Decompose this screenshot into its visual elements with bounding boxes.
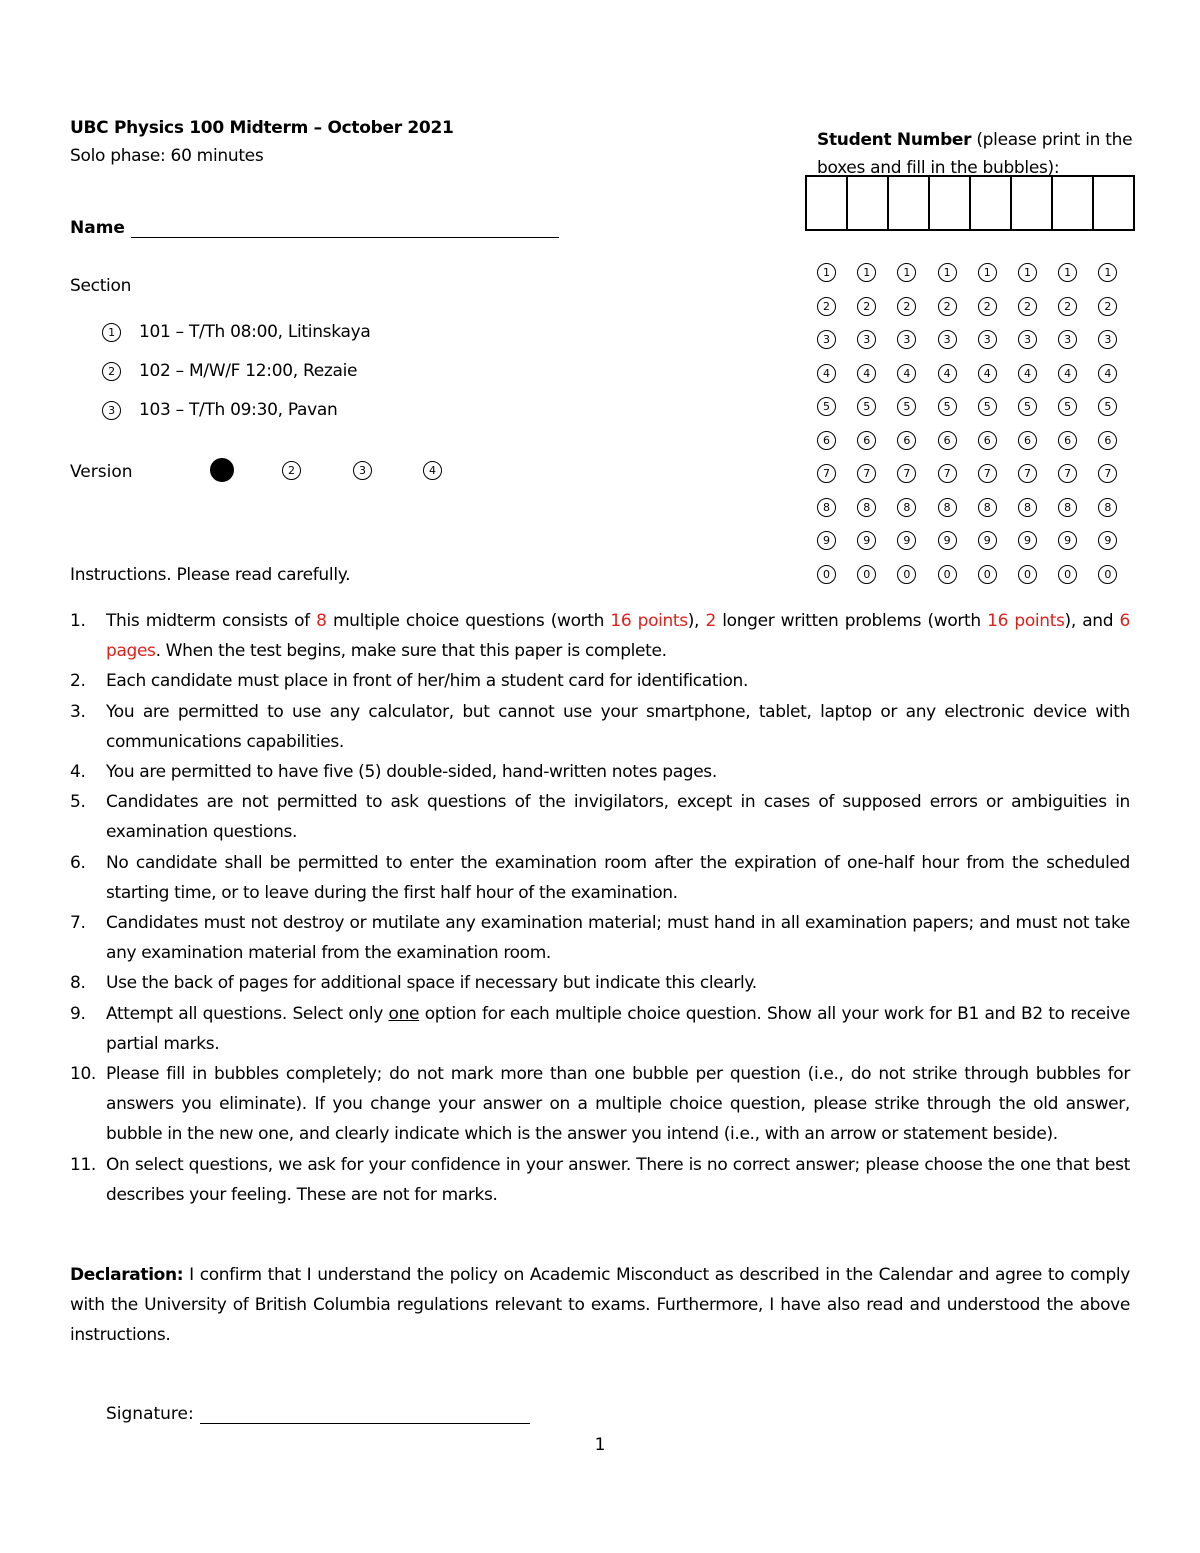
student-number-bubble[interactable]: 1 (817, 263, 836, 282)
name-field[interactable] (131, 219, 559, 238)
instruction-fragment: ), (687, 611, 706, 631)
version-bubble[interactable]: 4 (423, 461, 442, 480)
instruction-fragment: option for each multiple choice question. Show all your work for B1 and B2 to receive partial marks. (106, 1003, 1130, 1054)
instruction-text (106, 606, 1130, 666)
student-number-box[interactable] (971, 177, 1012, 229)
student-number-digit-row (817, 490, 1139, 524)
instruction-fragment: Each candidate must place in front of her/him a student card for identification. (106, 671, 749, 692)
student-number-digit-row (817, 557, 1139, 591)
student-number-bubble[interactable]: 0 (978, 565, 997, 584)
section-option-label: 101 – T/Th 08:00, Litinskaya (139, 322, 371, 342)
student-number-bubble[interactable]: 3 (1058, 330, 1077, 349)
student-number-bubble[interactable]: 8 (857, 498, 876, 517)
instruction-item (70, 999, 1130, 1059)
section-option-label: 103 – T/Th 09:30, Pavan (139, 400, 338, 420)
student-number-bubble[interactable]: 0 (1018, 565, 1037, 584)
student-number-bubble[interactable]: 3 (938, 330, 957, 349)
student-number-bubble[interactable]: 7 (1018, 464, 1037, 483)
student-number-boxes (805, 175, 1135, 231)
student-number-bubble[interactable]: 7 (978, 464, 997, 483)
instruction-number: 2. (70, 671, 86, 692)
instruction-item (70, 968, 1130, 998)
instruction-text (106, 999, 1130, 1059)
student-number-bubble[interactable]: 9 (1018, 531, 1037, 550)
instruction-text (106, 968, 1130, 998)
instruction-number: 7. (70, 913, 86, 934)
student-number-bubble[interactable]: 5 (857, 397, 876, 416)
student-number-bubble[interactable]: 4 (978, 364, 997, 383)
student-number-bubble[interactable]: 8 (817, 498, 836, 517)
instruction-item (70, 908, 1130, 968)
section-bubble[interactable]: 2 (102, 362, 121, 381)
instruction-text (106, 848, 1130, 908)
student-number-bubble[interactable]: 7 (857, 464, 876, 483)
instruction-text (106, 908, 1130, 968)
instruction-emphasis: one (388, 1003, 420, 1024)
instruction-item (70, 848, 1130, 908)
instructions-list (70, 606, 1130, 1210)
instruction-number: 8. (70, 973, 86, 994)
instruction-item (70, 606, 1130, 666)
student-number-digit-row (817, 456, 1139, 490)
name-row (70, 218, 559, 238)
declaration-text: I confirm that I understand the policy on Academic Misconduct as described in the Calendar and agree to comply with the University of British Columbia regulations relevant to exams. Furthermore, I have also read and understood the above instructions. (70, 1265, 1130, 1346)
student-number-bubble[interactable]: 2 (1058, 297, 1077, 316)
instruction-number: 11. (70, 1154, 96, 1175)
student-number-bubble[interactable]: 0 (897, 565, 916, 584)
student-number-bubble[interactable]: 3 (1018, 330, 1037, 349)
student-number-bubble[interactable]: 3 (897, 330, 916, 349)
student-number-bubble[interactable]: 9 (857, 531, 876, 550)
student-number-bubble[interactable]: 9 (938, 531, 957, 550)
version-bubble[interactable]: 2 (282, 461, 301, 480)
instruction-number: 9. (70, 1003, 86, 1024)
student-number-bubble[interactable]: 8 (938, 498, 957, 517)
student-number-bubble[interactable]: 0 (817, 565, 836, 584)
student-number-bubble[interactable]: 6 (938, 431, 957, 450)
instruction-fragment: Candidates are not permitted to ask questions of the invigilators, except in cases of supposed errors or ambiguities in examination questions. (106, 792, 1130, 843)
student-number-bubble[interactable]: 9 (1058, 531, 1077, 550)
instruction-number: 5. (70, 792, 86, 813)
student-number-box[interactable] (1053, 177, 1094, 229)
student-number-bubble[interactable]: 6 (857, 431, 876, 450)
student-number-bubble[interactable]: 2 (938, 297, 957, 316)
instruction-text (106, 1150, 1130, 1210)
exam-title: UBC Physics 100 Midterm – October 2021 (70, 118, 454, 138)
student-number-bubble[interactable]: 4 (1098, 364, 1117, 383)
student-number-bubble[interactable]: 5 (1018, 397, 1037, 416)
instruction-fragment: Attempt all questions. Select only (106, 1003, 389, 1024)
instruction-number: 3. (70, 701, 86, 722)
student-number-digit-row (817, 255, 1139, 289)
instruction-fragment: You are permitted to have five (5) double-sided, hand-written notes pages. (106, 762, 717, 783)
instruction-fragment: Please fill in bubbles completely; do not mark more than one bubble per question (i.e., do not strike through bubbles for answers you eliminate). If you change your answer on a multiple choice question, please strike through the old answer, bubble in the new one, and clearly indicate which is the answer you intend (i.e., with an arrow or statement beside). (106, 1064, 1130, 1145)
name-label: Name (70, 218, 125, 238)
student-number-digit-row (817, 322, 1139, 356)
student-number-bubble[interactable]: 0 (938, 565, 957, 584)
signature-row (106, 1404, 530, 1424)
student-number-digit-row (817, 356, 1139, 390)
student-number-bubble[interactable]: 2 (817, 297, 836, 316)
student-number-bubble[interactable]: 1 (938, 263, 957, 282)
instruction-number: 6. (70, 852, 86, 873)
instruction-fragment: You are permitted to use any calculator, but cannot use your smartphone, tablet, laptop or any electronic device with communications capabilities. (106, 701, 1130, 752)
exam-duration: Solo phase: 60 minutes (70, 146, 264, 166)
student-number-bubble[interactable]: 9 (978, 531, 997, 550)
instruction-fragment: No candidate shall be permitted to enter the examination room after the expiration of one-half hour from the scheduled starting time, or to leave during the first half hour of the examination. (106, 852, 1130, 903)
student-number-bubble[interactable]: 8 (1018, 498, 1037, 517)
student-number-bubble[interactable]: 8 (978, 498, 997, 517)
student-number-bubble[interactable]: 0 (1098, 565, 1117, 584)
student-number-bubble[interactable]: 5 (897, 397, 916, 416)
version-label: Version (70, 462, 133, 482)
section-label: Section (70, 276, 132, 296)
student-number-bubble[interactable]: 5 (1098, 397, 1117, 416)
student-number-bubble[interactable]: 0 (1058, 565, 1077, 584)
instruction-number: 4. (70, 762, 86, 783)
student-number-bubble[interactable]: 4 (1058, 364, 1077, 383)
student-number-bubble[interactable]: 7 (1058, 464, 1077, 483)
student-number-bubble[interactable]: 9 (1098, 531, 1117, 550)
instruction-fragment: . When the test begins, make sure that this paper is complete. (155, 641, 667, 662)
instruction-text (106, 757, 1130, 787)
instruction-highlight: 16 points (610, 611, 688, 631)
version-bubble[interactable]: 3 (353, 461, 372, 480)
student-number-bubble[interactable]: 5 (1058, 397, 1077, 416)
instruction-item (70, 1059, 1130, 1150)
student-number-box[interactable] (1012, 177, 1053, 229)
student-number-digit-row (817, 389, 1139, 423)
instruction-highlight: 2 (705, 611, 716, 631)
student-number-bubble[interactable]: 0 (857, 565, 876, 584)
declaration-label: Declaration: (70, 1265, 184, 1285)
student-number-bubble[interactable]: 9 (817, 531, 836, 550)
instruction-text (106, 697, 1130, 757)
instruction-text (106, 666, 1130, 696)
student-number-bubble[interactable]: 3 (817, 330, 836, 349)
student-number-bubble[interactable]: 4 (938, 364, 957, 383)
student-number-bubble[interactable]: 6 (1018, 431, 1037, 450)
student-number-bubble[interactable]: 6 (978, 431, 997, 450)
instruction-fragment: Candidates must not destroy or mutilate any examination material; must hand in all examination papers; and must not take any examination material from the examination room. (106, 913, 1130, 964)
student-number-box[interactable] (889, 177, 930, 229)
student-number-bubble[interactable]: 5 (938, 397, 957, 416)
student-number-bubble[interactable]: 7 (897, 464, 916, 483)
student-number-bubble[interactable]: 6 (1098, 431, 1117, 450)
student-number-bubble[interactable]: 2 (857, 297, 876, 316)
instruction-item (70, 1150, 1130, 1210)
signature-field[interactable] (200, 1405, 530, 1424)
student-number-bubble[interactable]: 3 (978, 330, 997, 349)
section-option-label: 102 – M/W/F 12:00, Rezaie (139, 361, 358, 381)
student-number-bubble[interactable]: 7 (938, 464, 957, 483)
student-number-bubble[interactable]: 4 (897, 364, 916, 383)
student-number-bubble[interactable]: 2 (897, 297, 916, 316)
instruction-highlight: 6 pages (106, 611, 1130, 662)
student-number-label-rest: (please print in the boxes and fill in the bubbles): (817, 130, 1133, 178)
student-number-bubble[interactable]: 7 (817, 464, 836, 483)
student-number-digit-row (817, 289, 1139, 323)
declaration (70, 1260, 1130, 1351)
student-number-bubble[interactable]: 1 (1018, 263, 1037, 282)
student-number-bubble[interactable]: 4 (1018, 364, 1037, 383)
student-number-bubble[interactable]: 1 (1058, 263, 1077, 282)
student-number-bubble[interactable]: 5 (817, 397, 836, 416)
student-number-box[interactable] (1094, 177, 1133, 229)
student-number-digit-row (817, 423, 1139, 457)
student-number-bubble[interactable]: 7 (1098, 464, 1117, 483)
instruction-fragment: ), and (1064, 611, 1120, 631)
student-number-bubble[interactable]: 3 (857, 330, 876, 349)
page-number: 1 (594, 1435, 606, 1455)
student-number-bubble[interactable]: 1 (1098, 263, 1117, 282)
student-number-bubble[interactable]: 5 (978, 397, 997, 416)
instruction-item (70, 787, 1130, 847)
student-number-bubble[interactable]: 2 (1018, 297, 1037, 316)
student-number-digit-row (817, 523, 1139, 557)
instruction-fragment: This midterm consists of (106, 611, 317, 631)
student-number-box[interactable] (930, 177, 971, 229)
instruction-item (70, 757, 1130, 787)
instruction-fragment: Use the back of pages for additional space if necessary but indicate this clearly. (106, 973, 757, 994)
student-number-bubble[interactable]: 1 (857, 263, 876, 282)
student-number-bubble[interactable]: 1 (897, 263, 916, 282)
instruction-number: 1. (70, 611, 86, 631)
student-number-bubble[interactable]: 6 (897, 431, 916, 450)
student-number-bubble[interactable]: 8 (897, 498, 916, 517)
student-number-bubble-grid (817, 255, 1139, 590)
section-option[interactable] (102, 361, 357, 381)
instruction-number: 10. (70, 1064, 96, 1085)
student-number-bubble[interactable]: 4 (857, 364, 876, 383)
section-bubble[interactable]: 3 (102, 401, 121, 420)
student-number-label (817, 126, 1137, 182)
instruction-text (106, 1059, 1130, 1150)
student-number-bubble[interactable]: 2 (1098, 297, 1117, 316)
student-number-bubble[interactable]: 8 (1058, 498, 1077, 517)
student-number-bubble[interactable]: 6 (1058, 431, 1077, 450)
instructions-title: Instructions. Please read carefully. (70, 565, 351, 585)
instruction-highlight: 16 points (987, 611, 1065, 631)
instruction-item (70, 666, 1130, 696)
instruction-highlight: 8 (316, 611, 327, 631)
student-number-bubble[interactable]: 2 (978, 297, 997, 316)
student-number-bubble[interactable]: 8 (1098, 498, 1117, 517)
student-number-box[interactable] (848, 177, 889, 229)
instruction-text (106, 787, 1130, 847)
student-number-label-bold: Student Number (817, 130, 972, 150)
instruction-fragment: On select questions, we ask for your confidence in your answer. There is no correct answer; please choose the one that best describes your feeling. These are not for marks. (106, 1154, 1130, 1205)
version-bubble-selected[interactable] (210, 458, 234, 482)
student-number-bubble[interactable]: 3 (1098, 330, 1117, 349)
student-number-box[interactable] (807, 177, 848, 229)
student-number-bubble[interactable]: 9 (897, 531, 916, 550)
section-bubble[interactable]: 1 (102, 323, 121, 342)
instruction-fragment: multiple choice questions (worth (326, 611, 611, 631)
instruction-fragment: longer written problems (worth (715, 611, 988, 631)
student-number-bubble[interactable]: 1 (978, 263, 997, 282)
signature-label: Signature: (106, 1404, 194, 1424)
section-option[interactable] (102, 322, 371, 342)
section-option[interactable] (102, 400, 338, 420)
instruction-item (70, 697, 1130, 757)
student-number-bubble[interactable]: 4 (817, 364, 836, 383)
student-number-bubble[interactable]: 6 (817, 431, 836, 450)
